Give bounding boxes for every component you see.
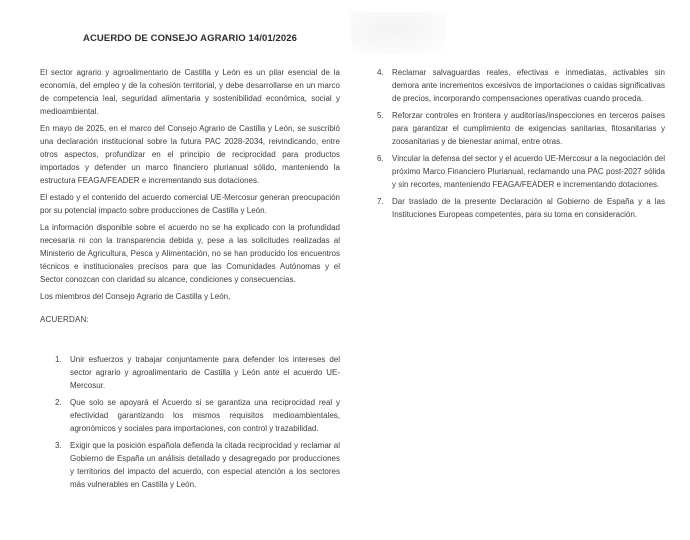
scan-artifact — [350, 12, 446, 54]
agreement-text: Dar traslado de la presente Declaración al Gobierno de España y a las Instituciones Europeas competentes, para su toma en consideración. — [392, 197, 665, 219]
agreement-number: 3. — [55, 441, 62, 450]
paragraph-intro: El sector agrario y agroalimentario de Castilla y León es un pilar esencial de la economía, del empleo y de la cohesión territorial, y debe desarrollarse en un marco de competencia leal, seguridad alimentaria y sostenibilidad económica, social y medioambiental. — [40, 68, 340, 116]
paragraph-informacion: La información disponible sobre el acuerdo no se ha explicado con la profundidad necesaria ni con la transparencia debida y, pese a las solicitudes realizadas al Ministerio de Agricultura, Pesca y Alimentación, no se han producido los encuentros técnicos e institucionales precisos para que las Comunidades Autónomas y el Sector conozcan con claridad su alcance, condiciones y consecuencias. — [40, 223, 340, 284]
agreement-number: 2. — [55, 398, 62, 407]
agreement-number: 7. — [377, 197, 384, 206]
document-title: ACUERDO DE CONSEJO AGRARIO 14/01/2026 — [83, 33, 297, 44]
paragraph-miembros: Los miembros del Consejo Agrario de Castilla y León, — [40, 292, 231, 301]
left-column — [40, 66, 340, 495]
agreement-number: 6. — [377, 154, 384, 163]
agreement-item-7 — [375, 195, 665, 221]
paragraph-mercosur: El estado y el contenido del acuerdo comercial UE-Mercosur generan preocupación por su potencial impacto sobre producciones de Castilla y León. — [40, 193, 340, 215]
agreement-item-1 — [40, 353, 340, 392]
right-column — [375, 66, 665, 495]
agreement-number: 4. — [377, 68, 384, 77]
agreement-item-4 — [375, 66, 665, 105]
agreement-text: Unir esfuerzos y trabajar conjuntamente para defender los intereses del sector agrario y agroalimentario de Castilla y León ante el acuerdo UE-Mercosur. — [70, 355, 340, 390]
agreements-list-right — [375, 66, 665, 221]
agreement-text: Vincular la defensa del sector y el acuerdo UE-Mercosur a la negociación del próximo Marco Financiero Plurianual, reclamando una PAC post-2027 sólida y sin recortes, manteniendo FEAGA/FEADER e incrementando dotaciones. — [392, 154, 665, 189]
agreement-item-6 — [375, 152, 665, 191]
paragraph-mayo-2025: En mayo de 2025, en el marco del Consejo Agrario de Castilla y León, se suscribió una declaración institucional sobre la futura PAC 2028-2034, reivindicando, entre otros aspectos, profundizar en el principio de reciprocidad para productos importados y defender un marco financiero plurianual sólido, manteniendo la estructura FEAGA/FEADER e incrementando sus dotaciones. — [40, 124, 340, 185]
agreement-item-2 — [40, 396, 340, 435]
agreement-number: 1. — [55, 355, 62, 364]
agreement-text: Reclamar salvaguardas reales, efectivas e inmediatas, activables sin demora ante incrementos excesivos de importaciones o caídas significativas de precios, incorporando compensaciones operativas cuando proceda. — [392, 68, 665, 103]
agreement-text: Que solo se apoyará el Acuerdo si se garantiza una reciprocidad real y efectividad garantizando los mismos requisitos medioambientales, agronómicos y sociales para importaciones, con control y trazabilidad. — [70, 398, 340, 433]
agreement-item-5 — [375, 109, 665, 148]
agreements-list-left — [40, 353, 340, 491]
agreement-text: Exigir que la posición española defienda la citada reciprocidad y reclamar al Gobierno de España un análisis detallado y desagregado por producciones y territorios del impacto del acuerdo, con especial atención a los sectores más vulnerables en Castilla y León. — [70, 441, 340, 489]
agreement-number: 5. — [377, 111, 384, 120]
document-body — [0, 66, 690, 495]
agreement-text: Reforzar controles en frontera y auditorías/inspecciones en terceros países para garantizar el cumplimiento de exigencias sanitarias, fitosanitarias y zoosanitarias y de bienestar animal, entre otras. — [392, 111, 665, 146]
agreement-item-3 — [40, 439, 340, 491]
acuerdan-heading: ACUERDAN: — [40, 315, 89, 324]
